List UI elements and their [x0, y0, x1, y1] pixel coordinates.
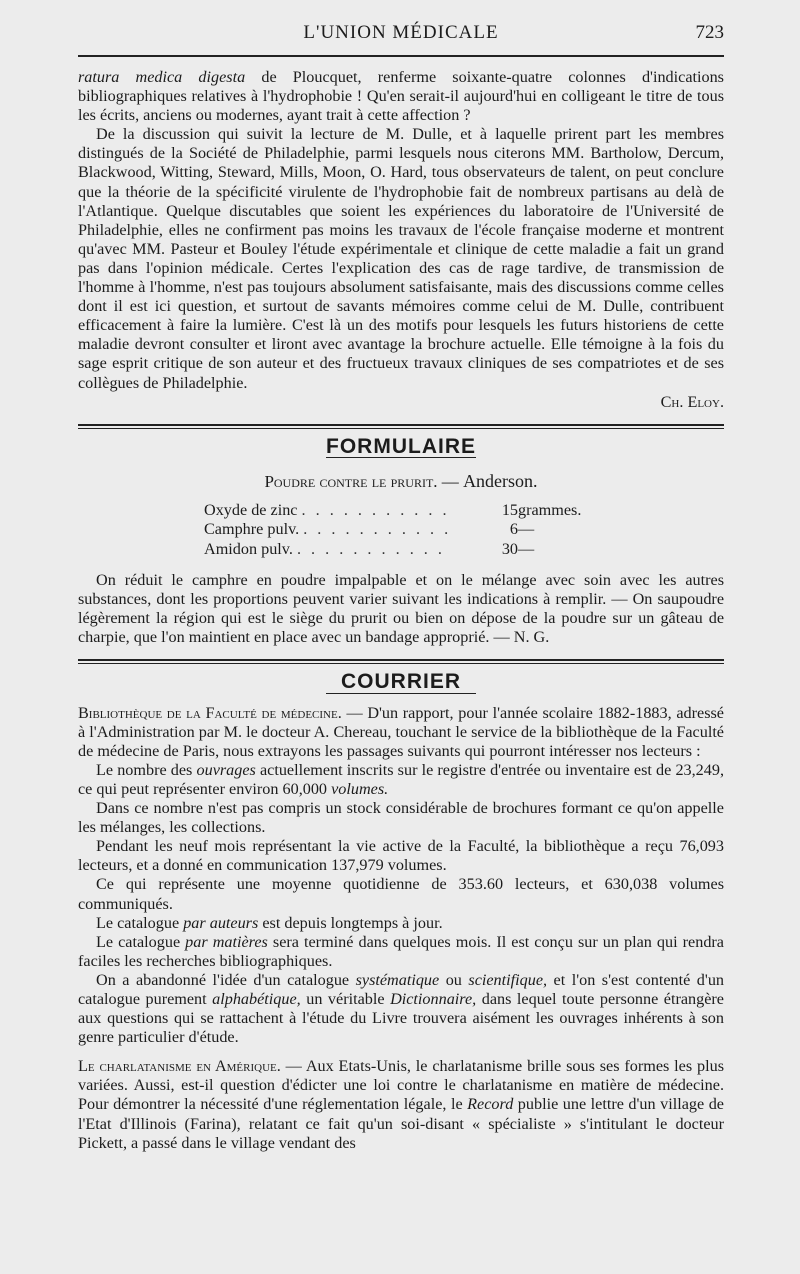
news-item: Bibliothèque de la Faculté de médecine. — D'un rapport, pour l'année scolaire 1882-1883, adressé à l'Administration par M. le docteur A. Chereau, touchant le service de la bibliothèque de la Faculté de médecine de Paris, nous extrayons les passages suivants qui pourront intéresser nos lecteurs :	[78, 703, 724, 760]
ingredient-unit: —	[518, 539, 535, 558]
book-title: ratura medica digesta	[78, 68, 246, 86]
article-paragraph: ratura medica digesta de Ploucquet, renferme soixante-quatre colonnes d'indications bibliographiques relatives à l'hydrophobie ! Qu'en serait-il aujourd'hui en colligeant le titre de tous les écrits, anciens ou modernes, ayant trait à cette affection ?	[78, 68, 724, 125]
ingredient-name: Amidon pulv.	[204, 539, 293, 558]
recipe-row: Camphre pulv. . . . . . . . . . . . 6 —	[204, 520, 618, 539]
recipe-row: Oxyde de zinc . . . . . . . . . . . 15 grammes.	[204, 501, 618, 520]
ingredient-name: Oxyde de zinc	[204, 500, 298, 519]
page-number: 723	[695, 22, 724, 43]
running-head	[78, 22, 724, 48]
running-title: L'UNION MÉDICALE	[303, 22, 499, 43]
recipe-instructions: On réduit le camphre en poudre impalpable et on le mélange avec soin avec les autres substances, dont les proportions peuvent varier suivant les indications à remplir. — On saupoudre légèrement la région qui est le siège du prurit ou bien on dépose de la poudre sur un gâteau de charpie, que l'on maintient en place avec un bandage approprié. — N. G.	[78, 571, 724, 647]
news-paragraph: Ce qui représente une moyenne quotidienne de 353.60 lecteurs, et 630,038 volumes communiqués.	[78, 875, 724, 913]
recipe-table	[204, 501, 618, 559]
news-paragraph: Le nombre des ouvrages actuellement inscrits sur le registre d'entrée ou inventaire est de 23,249, ce qui peut représenter environ 60,000 volumes.	[78, 760, 725, 798]
section-divider	[78, 659, 724, 664]
formulaire-heading: FORMULAIRE	[326, 434, 476, 458]
news-paragraph: Le catalogue par matières sera terminé dans quelques mois. Il est conçu sur un plan qui rendra faciles les recherches bibliographiques.	[78, 932, 724, 970]
recipe-row: Amidon pulv. . . . . . . . . . . . 30 —	[204, 540, 618, 559]
recipe-author: Anderson.	[463, 470, 538, 491]
page-content	[78, 68, 724, 1153]
courrier-heading: COURRIER	[340, 670, 461, 694]
news-paragraph: Dans ce nombre n'est pas compris un stock considérable de brochures formant ce qu'on appelle les mélanges, les collections.	[78, 799, 724, 837]
news-topic: Le charlatanisme en Amérique.	[78, 1057, 281, 1076]
recipe-title: Poudre contre le prurit. — Anderson.	[264, 470, 538, 491]
news-paragraph: Pendant les neuf mois représentant la vie active de la Faculté, la bibliothèque a reçu 76,093 lecteurs, et a donné en communication 137,979 volumes.	[78, 837, 724, 875]
article-signature: Ch. Eloy.	[660, 392, 724, 411]
news-topic: Bibliothèque de la Faculté de médecine.	[78, 703, 342, 722]
ingredient-amount: 6	[509, 520, 518, 539]
header-rule	[78, 55, 724, 57]
ingredient-unit: grammes.	[518, 500, 582, 519]
ingredient-name: Camphre pulv.	[204, 520, 300, 539]
section-divider	[78, 424, 724, 429]
news-paragraph: On a abandonné l'idée d'un catalogue systématique ou scientifique, et l'on s'est contenté d'un catalogue purement alphabétique, un véritable Dictionnaire, dans lequel toute personne étrangère aux questions qui se rattachent à l'étude du Livre trouvera aisément les ouvrages inhérents à son genre particulier d'étude.	[78, 970, 725, 1047]
ingredient-amount: 30	[501, 539, 518, 558]
ingredient-amount: 15	[501, 500, 518, 519]
news-paragraph: Le catalogue par auteurs est depuis longtemps à jour.	[96, 913, 443, 932]
ingredient-unit: —	[518, 520, 535, 539]
news-item: Le charlatanisme en Amérique. — Aux Etats-Unis, le charlatanisme brille sous ses formes les plus variées. Aussi, est-il question d'édicter une loi contre le charlatanisme en matière de médecine. Pour démontrer la nécessité d'une réglementation légale, le Record publie une lettre d'un village de l'Etat d'Illinois (Farina), relatant ce fait qu'un soi-disant « spécialiste » s'intitulant le docteur Pickett, a passé dans le village vendant des	[78, 1057, 725, 1152]
article-paragraph: De la discussion qui suivit la lecture de M. Dulle, et à laquelle prirent part les membres distingués de la Société de Philadelphie, parmi lesquels nous citerons MM. Bartholow, Dercum, Blackwood, Witting, Steward, Mills, Moon, O. Hard, tous observateurs de talent, on peut conclure que la théorie de la spécificité virulente de l'hydrophobie fait de nombreux partisans au delà de l'Atlantique. Quelque discutables que soient les expériences du laboratoire de l'Université de Philadelphie, elles ne confirment pas moins les travaux de l'école française moderne et montrent qu'avec MM. Pasteur et Bouley l'étude expérimentale et clinique de cette maladie a fait un grand pas dans l'opinion médicale. Certes l'explication des cas de rage tardive, de transmission de l'homme à l'homme, n'est pas toujours absolument satisfaisante, mais des discussions comme celles dont il est ici question, et surtout de savants mémoires comme celui de M. Dulle, contribuent efficacement à faire la lumière. C'est là un des motifs pour lesquels les futurs historiens de cette maladie devront consulter et liront avec avantage la brochure actuelle. Elle témoigne à la fois du sage esprit critique de son auteur et des fructueux travaux cliniques de ses compatriotes et de ses collègues de Philadelphie.	[78, 125, 724, 392]
